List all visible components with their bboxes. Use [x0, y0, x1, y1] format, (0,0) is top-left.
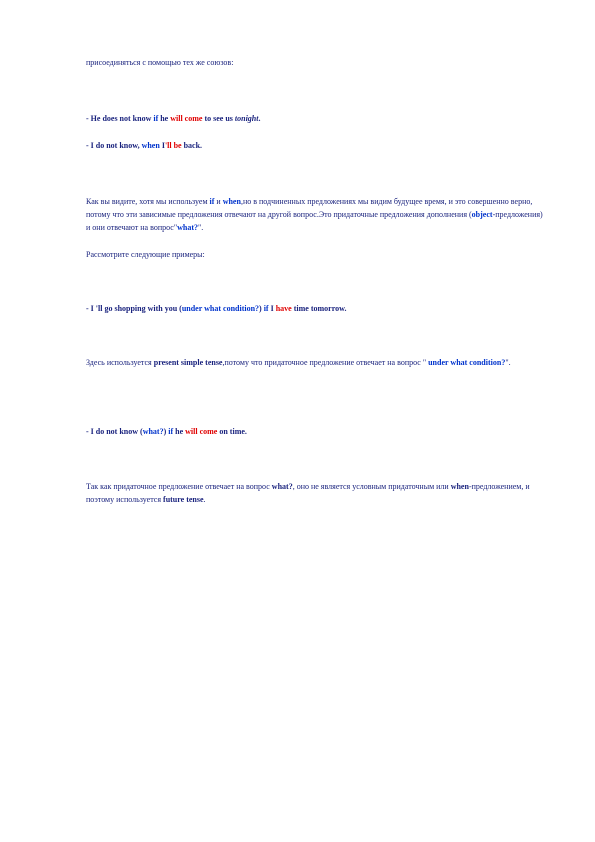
- explanation-text: Как вы видите, хотя мы используем: [86, 197, 210, 206]
- example-3-text-3: ): [259, 304, 264, 313]
- intro-text: присоединяться с помощью тех же союзов:: [86, 58, 234, 67]
- explanation-object: object: [471, 210, 493, 219]
- example-4-text-2: ): [163, 427, 169, 436]
- example-1-text: - He does not know: [86, 114, 154, 123]
- example-1-if: if: [153, 114, 159, 123]
- example-3-text-2: with you (: [145, 304, 182, 313]
- future-tense-what: what?: [271, 482, 293, 491]
- example-2-when: when: [141, 141, 160, 150]
- present-simple-question: under what condition?: [428, 358, 506, 367]
- example-4-text-3: he: [173, 427, 186, 436]
- examples-heading-text: Рассмотрите следующие примеры:: [86, 250, 205, 259]
- example-2-will-be: 'll be: [164, 141, 182, 150]
- example-3-if: if: [263, 304, 269, 313]
- example-1-end: .: [258, 114, 261, 123]
- future-tense-text-2: , оно не является условным придаточным или: [292, 482, 451, 491]
- future-tense-text: Так как придаточное предложение отвечает на вопрос: [86, 482, 272, 491]
- example-1-will-come: will come: [170, 114, 203, 123]
- example-4-if: if: [168, 427, 174, 436]
- example-1-text-3: to see us: [202, 114, 235, 123]
- future-tense-text-3: -предложением, и поэтому используется: [86, 482, 530, 504]
- example-3-text-4: I: [268, 304, 276, 313]
- example-3-text: - I 'll go: [86, 304, 115, 313]
- future-tense-term: future tense: [163, 495, 204, 504]
- future-tense-paragraph: [86, 480, 546, 506]
- example-3-shopping: shopping: [114, 304, 146, 313]
- future-tense-end: .: [203, 495, 206, 504]
- example-2: [86, 139, 546, 152]
- explanation-text-4: -предложения) и они отвечают на вопрос": [86, 210, 543, 232]
- example-4-end: on time.: [217, 427, 247, 436]
- explanation-text-3: ,но в подчиненных предложениях мы видим будущее время, и это совершенно верно, потому что эти зависимые предложения отвечают на другой вопрос.Это придаточные предложения дополнения (: [86, 197, 533, 219]
- example-1-tonight: tonight: [234, 114, 259, 123]
- example-4-text: - I do not know (: [86, 427, 143, 436]
- explanation-end: ".: [198, 223, 204, 232]
- example-3-question: under what condition?: [181, 304, 260, 313]
- explanation-text-2: и: [214, 197, 223, 206]
- example-4-will-come: will come: [185, 427, 218, 436]
- present-simple-term: present simple tense: [153, 358, 223, 367]
- example-4: [86, 425, 546, 438]
- example-3: [86, 302, 546, 315]
- explanation-what: what?: [177, 223, 198, 232]
- present-simple-text-2: ,потому что придаточное предложение отвечает на вопрос ": [222, 358, 429, 367]
- example-3-have: have: [275, 304, 292, 313]
- example-3-end: time tomorrow.: [291, 304, 347, 313]
- explanation-if: if: [209, 197, 215, 206]
- intro-paragraph: [86, 56, 546, 69]
- example-1-text-2: he: [158, 114, 171, 123]
- present-simple-paragraph: [86, 356, 546, 369]
- future-tense-when: when: [450, 482, 469, 491]
- example-2-text: - I do not know,: [86, 141, 142, 150]
- example-2-end: back.: [181, 141, 203, 150]
- present-simple-end: ".: [505, 358, 511, 367]
- examples-heading: [86, 248, 546, 261]
- present-simple-text: Здесь используется: [86, 358, 154, 367]
- explanation-paragraph: [86, 195, 546, 234]
- example-1: [86, 112, 546, 125]
- example-4-what: what?: [142, 427, 164, 436]
- example-2-text-2: I: [159, 141, 165, 150]
- explanation-when: when: [222, 197, 241, 206]
